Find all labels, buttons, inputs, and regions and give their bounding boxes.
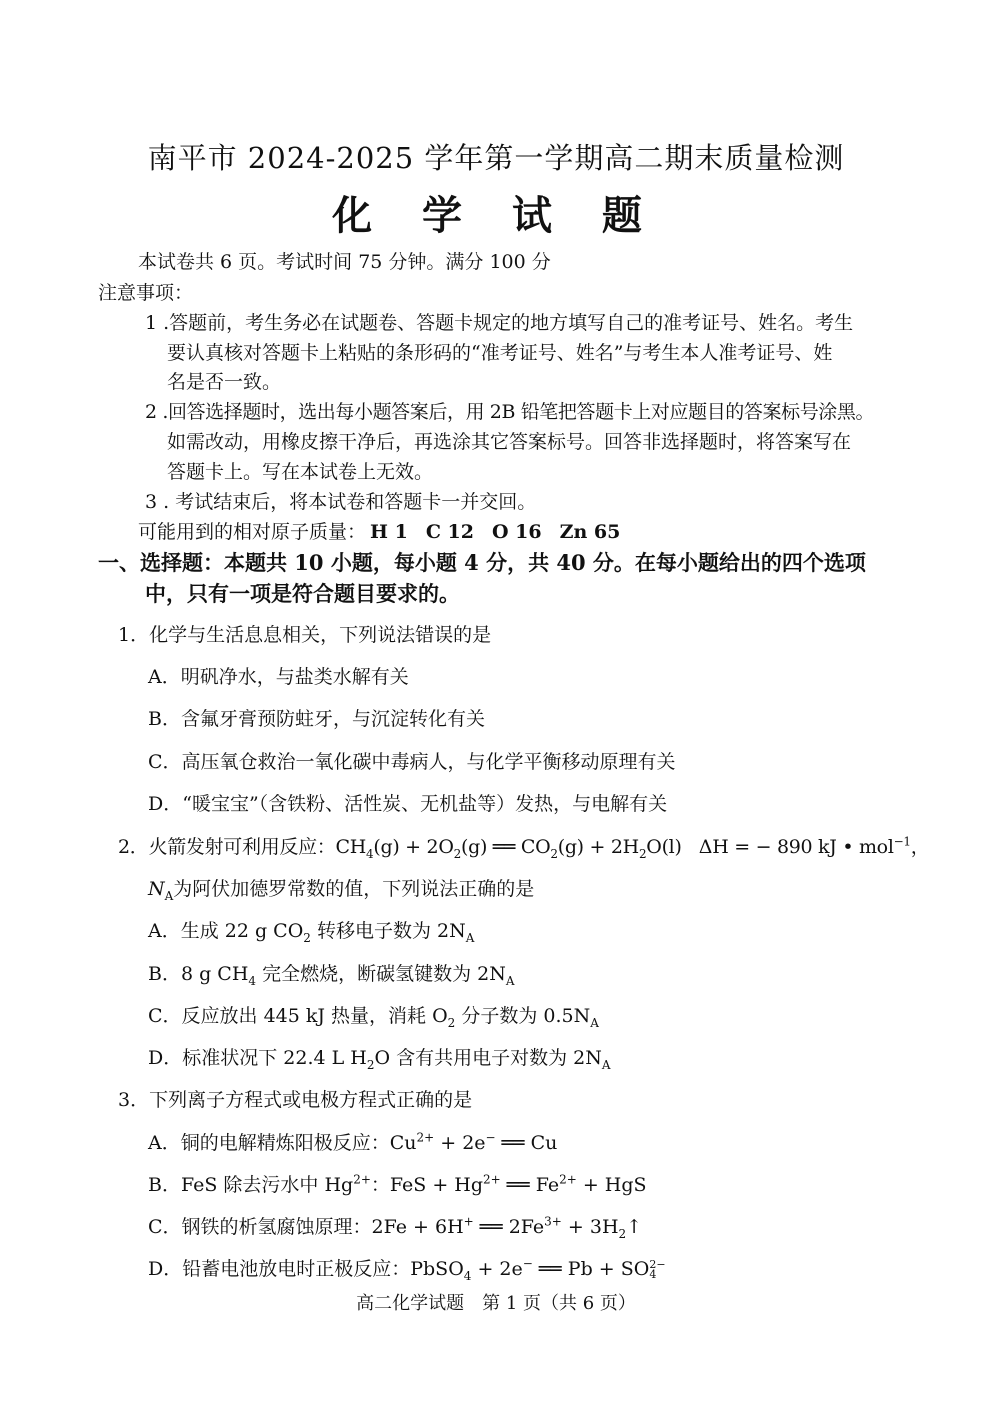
q2-d-pre: D．标准状况下 22.4 L H [148,1047,367,1069]
q2-a-na-sub: A [465,930,475,945]
q3-a-sup: 2+ [416,1130,435,1145]
q3-a-pre: A．铜的电解精炼阳极反应：Cu [148,1132,417,1154]
q2-equals: ══ [492,836,516,858]
q3-option-c [148,1215,642,1239]
q2-enthalpy-sup: −1 [893,834,911,849]
q2-rest: (g) + 2H [557,836,639,858]
q3-option-b [148,1173,647,1197]
q2-ch4: CH [335,836,367,858]
q3-c-sup2: 3+ [544,1214,562,1229]
atomic-mass-line [138,520,638,544]
q3-c-mid2: + 3H [561,1216,619,1238]
q2-c-na-sub: A [590,1015,599,1030]
q3-c-sub: 2 [618,1226,627,1241]
q3-b-sup3: 2+ [559,1172,577,1187]
q1-stem: 1．化学与生活息息相关，下列说法错误的是 [118,624,492,646]
notice-2-line-1: 2 .回答选择题时，选出每小题答案后，用 2B 铅笔把答题卡上对应题目的答案标号涂黑。 [145,401,875,423]
atomic-mass-label: 可能用到的相对原子质量： [138,521,367,543]
q3-d-e-sup: − [522,1256,533,1271]
q2-g2: (g) [460,836,488,858]
q2-option-d [148,1046,611,1070]
q3-b-sup2: 2+ [483,1172,501,1187]
notice-1-line-2: 要认真核对答题卡上粘贴的条形码的“准考证号、姓名”与考生本人准考证号、姓 [167,342,833,364]
q3-a-mid: + 2e [434,1132,486,1154]
q3-d-sub2: 4 [649,1268,657,1281]
q2-c-sub: 2 [447,1015,456,1030]
page-footer: 高二化学试题 第 1 页（共 6 页） [356,1293,636,1314]
section-heading-line-2: 中，只有一项是符合题目要求的。 [145,581,460,606]
q3-c-pre: C．钢铁的析氢腐蚀原理：2Fe + 6H [148,1216,464,1238]
q3-b-mid2: ══ Fe [500,1174,560,1196]
q2-stem-line-2 [148,877,534,901]
q2-h2-sub: 2 [638,846,647,861]
q1-option-a: A．明矾净水，与盐类水解有关 [148,666,409,688]
q3-d-sup2: 2− [649,1258,666,1271]
q3-c-end: ↑ [626,1216,643,1238]
q3-d-sub1: 4 [463,1268,472,1283]
q3-d-sulfate-scripts [649,1260,665,1280]
q2-option-a [148,919,474,943]
exam-intro: 本试卷共 6 页。考试时间 75 分钟。满分 100 分 [138,251,551,273]
q3-d-mid2: ══ Pb + SO [532,1258,650,1280]
q2-b-sub: 4 [248,973,257,988]
notice-heading: 注意事项： [98,282,194,304]
q2-a-sub: 2 [303,930,311,945]
atomic-mass-zn: Zn 65 [559,521,621,543]
q2-water: O(l) [646,836,682,858]
q2-c-mid: 分子数为 0.5N [455,1005,591,1027]
q1-option-d: D．“暖宝宝”（含铁粉、活性炭、无机盐等）发热，与电解有关 [148,793,668,815]
q3-c-sup1: + [463,1214,474,1229]
q2-b-mid: 完全燃烧，断碳氢键数为 2N [256,963,506,985]
notice-1-line-3: 名是否一致。 [167,371,282,393]
q2-g1: (g) + 2O [373,836,454,858]
q1-option-c: C．高压氧仓救治一氧化碳中毒病人，与化学平衡移动原理有关 [148,751,676,773]
exam-title: 南平市 2024-2025 学年第一学期高二期末质量检测 [147,141,845,175]
q3-option-a [148,1131,557,1155]
q2-d-na-sub: A [601,1057,611,1072]
q2-ch4-sub: 4 [366,846,374,861]
q2-option-b [148,962,515,986]
subject-title: 化 学 试 题 [332,192,660,239]
q2-o2-sub: 2 [453,846,461,861]
atomic-mass-h: H 1 [370,521,408,543]
q2-b-pre: B．8 g CH [148,963,249,985]
notice-3-line-1: 3 . 考试结束后，将本试卷和答题卡一并交回。 [145,491,537,513]
atomic-mass-c: C 12 [425,521,474,543]
q2-co2: CO [520,836,551,858]
q2-number: 2．火箭发射可利用反应： [118,836,336,858]
q2-enthalpy: ΔH = − 890 kJ • mol [698,836,894,858]
atomic-mass-o: O 16 [492,521,542,543]
q2-a-mid: 转移电子数为 2N [310,920,466,942]
q2-c-pre: C．反应放出 445 kJ 热量，消耗 O [148,1005,448,1027]
notice-1-line-1: 1 .答题前，考生务必在试题卷、答题卡规定的地方填写自己的准考证号、姓名。考生 [145,312,854,334]
q2-a-pre: A．生成 22 g CO [148,920,304,942]
q3-b-mid1: ：FeS + Hg [370,1174,484,1196]
q2-option-c [148,1004,599,1028]
q2-stem-line-1 [118,835,929,859]
q2-b-na-sub: A [505,973,515,988]
q3-option-d [148,1257,666,1281]
q3-a-e-sup: − [485,1130,496,1145]
q3-stem: 3．下列离子方程式或电极方程式正确的是 [118,1089,473,1111]
q3-b-pre: B．FeS 除去污水中 Hg [148,1174,354,1196]
section-heading-line-1: 一、选择题：本题共 10 小题，每小题 4 分，共 40 分。在每小题给出的四个选项 [98,550,866,575]
q2-d-mid: O 含有共用电子对数为 2N [374,1047,602,1069]
notice-2-line-2: 如需改动，用橡皮擦干净后，再选涂其它答案标号。回答非选择题时，将答案写在 [167,431,852,453]
q3-b-end: + HgS [576,1174,647,1196]
q2-na-sub: A [164,888,174,903]
notice-2-line-3: 答题卡上。写在本试卷上无效。 [167,461,434,483]
q2-na: N [148,878,165,900]
q3-c-mid: ══ 2Fe [473,1216,545,1238]
q2-stem-rest: 为阿伏加德罗常数的值，下列说法正确的是 [173,878,535,900]
q3-b-sup1: 2+ [353,1172,371,1187]
q3-d-pre: D．铅蓄电池放电时正极反应：PbSO [148,1258,464,1280]
q3-a-end: ══ Cu [495,1132,558,1154]
q3-d-mid: + 2e [471,1258,523,1280]
q1-option-b: B．含氟牙膏预防蛀牙，与沉淀转化有关 [148,708,485,730]
q2-d-sub: 2 [366,1057,375,1072]
q2-co2-sub: 2 [550,846,558,861]
q2-comma: ， [910,836,930,858]
